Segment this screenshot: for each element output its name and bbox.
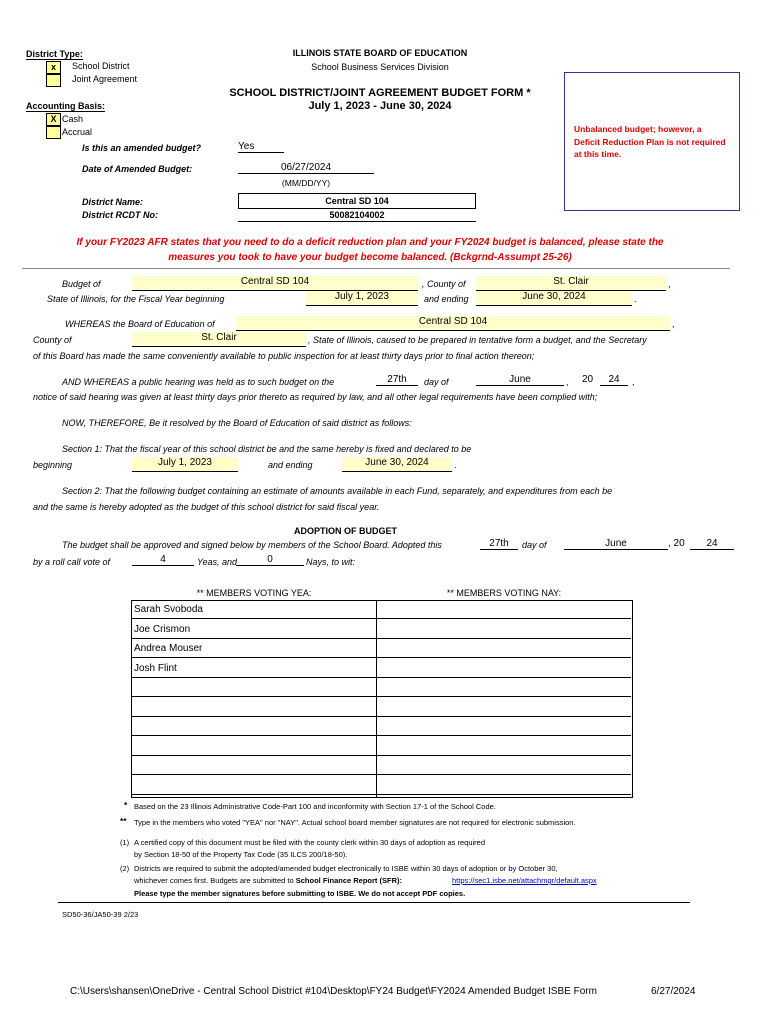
hearing-day[interactable]: 27th: [376, 374, 418, 386]
yeas-count[interactable]: 4: [132, 554, 194, 566]
nays-count[interactable]: 0: [236, 554, 304, 566]
adopt-year-prefix: , 20: [668, 538, 685, 549]
s1-end[interactable]: June 30, 2024: [342, 457, 452, 472]
s1-period: .: [454, 460, 457, 470]
yea-member-row[interactable]: [132, 678, 376, 697]
section-2-line-1: Section 2: That the following budget containing an estimate of amounts available in each Fund, separately, and expenditures from each be: [62, 486, 613, 496]
note-1-line-1: A certified copy of this document must be filed with the county clerk within 30 days of adoption as required: [134, 838, 486, 847]
agency-name: ILLINOIS STATE BOARD OF EDUCATION: [292, 48, 468, 58]
nay-member-row[interactable]: [377, 659, 631, 678]
fy-end[interactable]: June 30, 2024: [476, 291, 632, 306]
hearing-comma-2: ,: [632, 377, 635, 387]
nay-header: ** MEMBERS VOTING NAY:: [446, 588, 562, 598]
adoption-heading: ADOPTION OF BUDGET: [294, 526, 397, 536]
star-mark: *: [124, 800, 128, 810]
nay-member-row[interactable]: [377, 678, 631, 697]
nay-member-row[interactable]: [377, 639, 631, 658]
amended-question: Is this an amended budget?: [82, 143, 202, 153]
amended-answer[interactable]: Yes: [238, 141, 284, 153]
hearing-comma: ,: [566, 377, 569, 387]
warning-line-2: measures you took to have your budget become balanced. (Bckgrnd-Assumpt 25-26): [168, 252, 572, 263]
now-therefore: NOW, THEREFORE, Be it resolved by the Board of Education of said district as follows:: [62, 418, 412, 428]
section-1: Section 1: That the fiscal year of this school district be and the same hereby is fixed and declared to be: [62, 444, 472, 454]
yea-member-row[interactable]: [132, 698, 376, 717]
county-of-label-2: County of: [33, 335, 72, 345]
state-fy-label: State of Illinois, for the Fiscal Year beginning: [47, 294, 225, 304]
cash-checkbox[interactable]: X: [46, 113, 61, 126]
whereas-value[interactable]: Central SD 104: [236, 316, 670, 331]
sfr-name: School Finance Report (SFR):: [295, 876, 403, 885]
yea-member-row[interactable]: [132, 756, 376, 775]
nay-member-row[interactable]: [377, 600, 631, 619]
accounting-basis-label: Accounting Basis:: [26, 101, 106, 111]
print-date: 6/27/2024: [651, 986, 696, 997]
hearing-year-prefix: 20: [582, 374, 594, 385]
nay-member-row[interactable]: [377, 756, 631, 775]
fy-begin[interactable]: July 1, 2023: [306, 291, 418, 306]
yeas-label: Yeas, and: [197, 557, 238, 567]
whereas-label: WHEREAS the Board of Education of: [65, 319, 215, 329]
yea-member-row[interactable]: [132, 717, 376, 736]
adopt-day[interactable]: 27th: [480, 538, 518, 550]
roll-call-label: by a roll call vote of: [33, 557, 111, 567]
yea-member-row[interactable]: Joe Crismon: [132, 620, 376, 639]
rcdt-label: District RCDT No:: [82, 210, 158, 220]
form-code: SD50-36/JA50-39 2/23: [62, 910, 139, 919]
budget-of-label: Budget of: [62, 279, 101, 289]
yea-member-row[interactable]: Josh Flint: [132, 659, 376, 678]
district-name-label: District Name:: [82, 197, 144, 207]
board-text: of this Board has made the same conveniently available to public inspection for at least thirty days prior to final action thereon;: [33, 351, 535, 361]
nay-member-row[interactable]: [377, 698, 631, 717]
adopt-day-of: day of: [522, 540, 547, 550]
dstar-mark: **: [120, 816, 127, 826]
and-ending-label: and ending: [424, 294, 469, 304]
fiscal-period: July 1, 2023 - June 30, 2024: [308, 100, 452, 112]
s1-and-ending: and ending: [268, 460, 313, 470]
yea-member-row[interactable]: Sarah Svoboda: [132, 600, 376, 619]
county-value[interactable]: St. Clair: [476, 276, 666, 291]
note-1-line-2: by Section 18-50 of the Property Tax Code (35 ILCS 200/18-50).: [134, 850, 348, 859]
joint-agreement-checkbox[interactable]: [46, 74, 61, 87]
notice-text: Unbalanced budget; however, a Deficit Reduction Plan is not required at this time.: [574, 124, 726, 159]
joint-agreement-option: Joint Agreement: [72, 74, 138, 84]
yea-member-row[interactable]: [132, 776, 376, 795]
adopt-year[interactable]: 24: [690, 538, 734, 550]
county-of-label: , County of: [422, 279, 466, 289]
warning-line-1: If your FY2023 AFR states that you need to do a deficit reduction plan and your FY2024 budget is balanced, please state the: [76, 237, 664, 248]
date-amended-value[interactable]: 06/27/2024: [238, 162, 374, 174]
star-text: Based on the 23 Illinois Administrative Code-Part 100 and inconformity with Section 17-1 of the School Code.: [134, 802, 496, 811]
divider: [22, 268, 730, 269]
nay-member-row[interactable]: [377, 717, 631, 736]
nay-member-row[interactable]: [377, 737, 631, 756]
dstar-text: Type in the members who voted "YEA" nor "NAY". Actual school board member signatures are not required for electronic submission.: [134, 818, 576, 827]
date-format-hint: (MM/DD/YY): [281, 178, 331, 188]
note-1-mark: (1): [120, 838, 130, 847]
district-type-label: District Type:: [26, 49, 83, 59]
hearing-month[interactable]: June: [476, 374, 564, 386]
district-name-value[interactable]: Central SD 104: [238, 193, 476, 209]
notice-box: [564, 72, 740, 211]
school-district-option: School District: [72, 61, 130, 71]
beginning-label: beginning: [33, 460, 73, 470]
note-2-line-1: Districts are required to submit the adopted/amended budget electronically to ISBE within 30 days of adoption or by October 30,: [134, 864, 558, 873]
section-2-line-2: and the same is hereby adopted as the budget of this school district for said fiscal year.: [33, 502, 380, 512]
date-amended-label: Date of Amended Budget:: [82, 164, 193, 174]
state-text: , State of Illinois, caused to be prepared in tentative form a budget, and the Secretary: [308, 335, 647, 345]
nay-member-row[interactable]: [377, 620, 631, 639]
rcdt-value[interactable]: 50082104002: [238, 209, 476, 222]
budget-of-value[interactable]: Central SD 104: [132, 276, 418, 291]
division-name: School Business Services Division: [311, 62, 449, 72]
county-value-2[interactable]: St. Clair: [132, 332, 306, 347]
comma: ,: [668, 279, 671, 289]
file-path: C:\Users\shansen\OneDrive - Central School District #104\Desktop\FY24 Budget\FY2024 Amended Budget ISBE Form: [70, 986, 597, 997]
sfr-link[interactable]: https://sec1.isbe.net/attachmgr/default.aspx: [452, 876, 597, 885]
s1-begin[interactable]: July 1, 2023: [132, 457, 238, 472]
footer-divider: [58, 902, 690, 903]
cash-option: Cash: [62, 114, 84, 124]
form-title: SCHOOL DISTRICT/JOINT AGREEMENT BUDGET FORM *: [229, 87, 531, 99]
approved-text: The budget shall be approved and signed below by members of the School Board. Adopted this: [62, 540, 442, 550]
nays-label: Nays, to wit:: [306, 557, 356, 567]
hearing-year[interactable]: 24: [600, 374, 628, 386]
school-district-checkbox[interactable]: x: [46, 61, 61, 74]
nay-member-row[interactable]: [377, 776, 631, 795]
hearing-day-of: day of: [424, 377, 449, 387]
yea-member-row[interactable]: [132, 737, 376, 756]
adopt-month[interactable]: June: [564, 538, 668, 550]
yea-header: ** MEMBERS VOTING YEA:: [196, 588, 312, 598]
accrual-option: Accrual: [62, 127, 93, 137]
note-2-mark: (2): [120, 864, 130, 873]
note-2-line-3: Please type the member signatures before submitting to ISBE. We do not accept PDF copies.: [134, 889, 466, 898]
accrual-checkbox[interactable]: [46, 126, 61, 139]
hearing-label: AND WHEREAS a public hearing was held as to such budget on the: [62, 377, 335, 387]
comma-2: ,: [672, 319, 675, 329]
notice-of-hearing: notice of said hearing was given at least thirty days prior thereto as required by law, and all other legal requirements have been complied with;: [33, 392, 598, 402]
period: .: [634, 294, 637, 304]
yea-member-row[interactable]: Andrea Mouser: [132, 639, 376, 658]
note-2-line-2-text: whichever comes first. Budgets are submitted to: [134, 876, 294, 885]
note-2-line-2: [134, 876, 402, 885]
